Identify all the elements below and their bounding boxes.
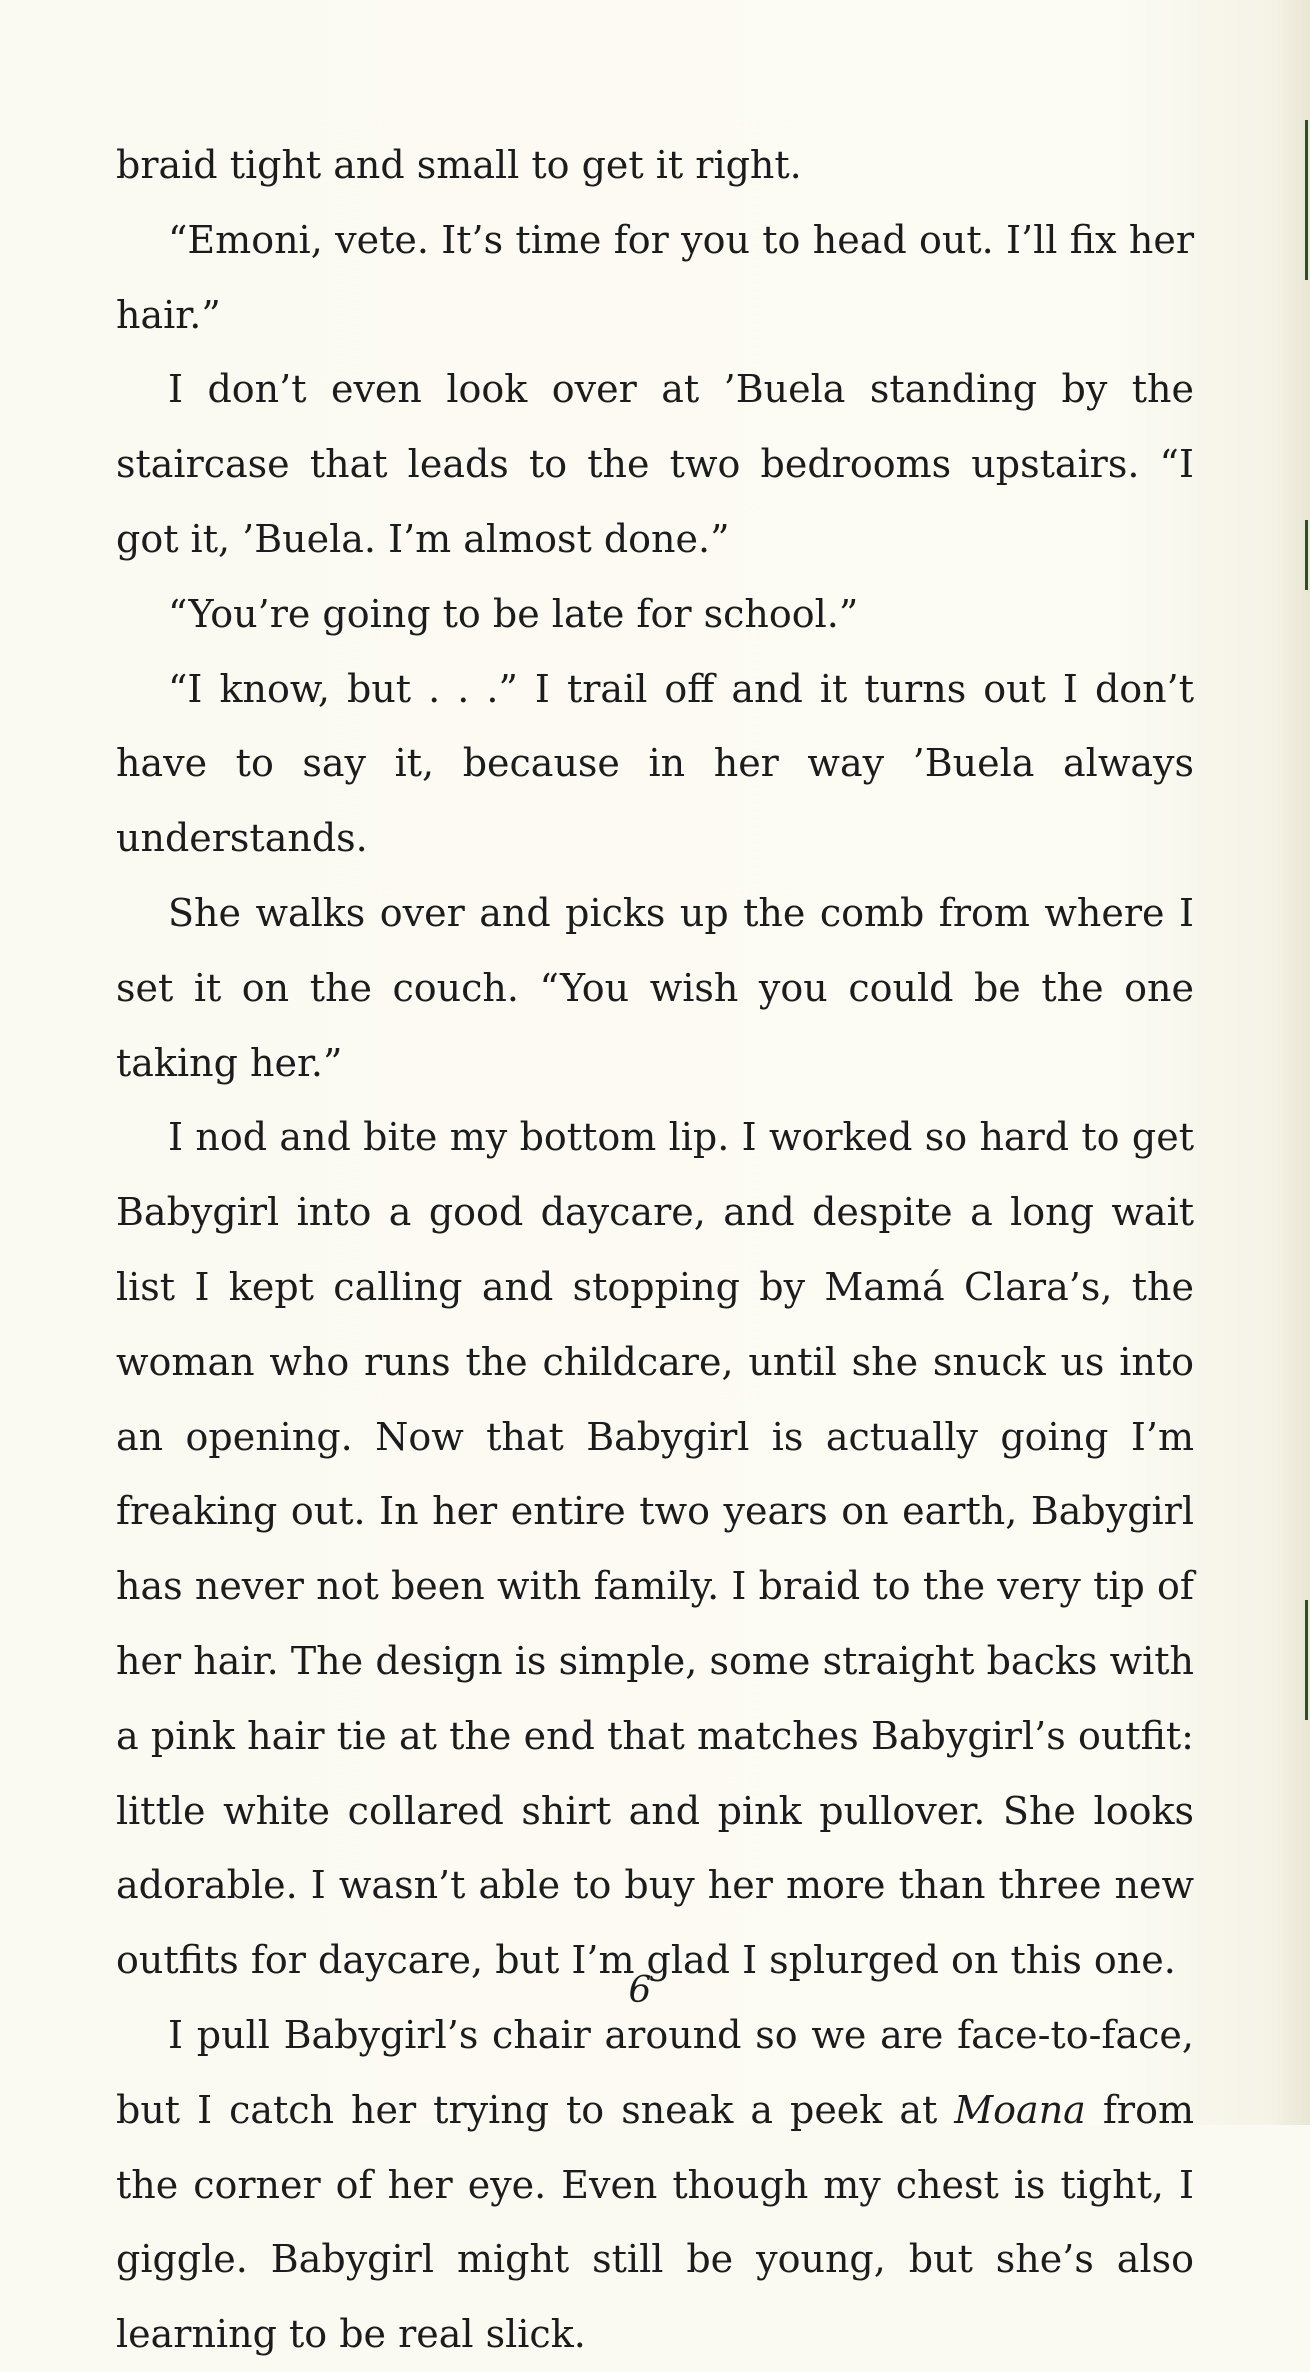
italic-title: Moana xyxy=(954,2087,1086,2132)
page-edge-mark xyxy=(1305,120,1308,280)
paragraph-8 xyxy=(116,1998,1194,2372)
paragraph-3: I don’t even look over at ’Buela standing by the staircase that leads to the two bedrooms upstairs. “I got it, ’Buela. I’m almost done.” xyxy=(116,367,1194,561)
paragraph-8-after: from the corner of her eye. Even though my chest is tight, I giggle. Babygirl might still be young, but she’s also learning to be real slick. xyxy=(116,2087,1194,2357)
paragraph-6: She walks over and picks up the comb from where I set it on the couch. “You wish you could be the one taking her.” xyxy=(116,890,1194,1085)
page-edge-mark xyxy=(1305,520,1308,590)
page-edge-mark xyxy=(1305,1600,1308,1720)
paragraph-4: “You’re going to be late for school.” xyxy=(168,591,859,636)
body-text xyxy=(116,128,1194,2372)
paragraph-1: braid tight and small to get it right. xyxy=(116,143,802,187)
paragraph-5: “I know, but . . .” I trail off and it turns out I don’t have to say it, because in her way ’Buela always understands. xyxy=(116,666,1194,861)
page-number: 6 xyxy=(628,1970,652,2011)
paragraph-2: “Emoni, vete. It’s time for you to head out. I’ll fix her hair.” xyxy=(116,217,1194,337)
paragraph-8-before: I pull Babygirl’s chair around so we are face-to-face, but I catch her trying to sneak a peek at xyxy=(116,2012,1194,2132)
paragraph-7: I nod and bite my bottom lip. I worked so hard to get Babygirl into a good daycare, and despite a long wait list I kept calling and stopping by Mamá Clara’s, the woman who runs the childcare, until she snuck us into an opening. Now that Babygirl is actually going I’m freaking out. In her entire two years on earth, Babygirl has never not been with family. I braid to the very tip of her hair. The design is simple, some straight backs with a pink hair tie at the end that matches Babygirl’s outfit: little white collared shirt and pink pullover. She looks adorable. I wasn’t able to buy her more than three new outfits for daycare, but I’m glad I splurged on this one. xyxy=(116,1115,1194,1983)
